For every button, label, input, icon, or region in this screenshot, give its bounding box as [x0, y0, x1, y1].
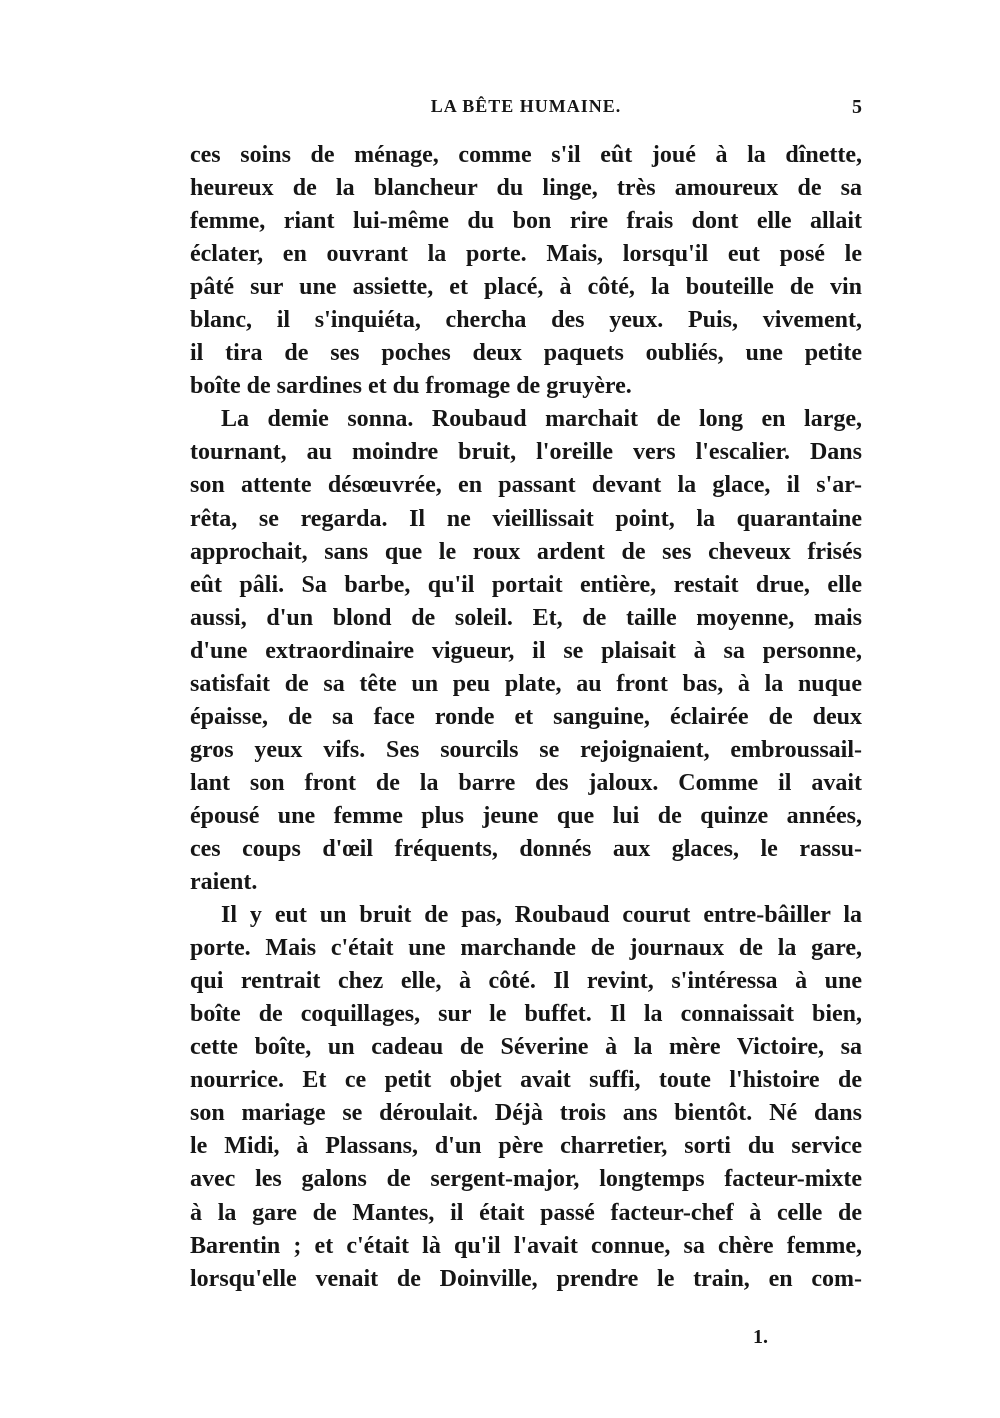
text-line: il tira de ses poches deux paquets oubliés, une petite — [190, 340, 862, 367]
text-line: eût pâli. Sa barbe, qu'il portait entière, restait drue, elle — [190, 571, 862, 598]
text-line: avec les galons de sergent-major, longtemps facteur-mixte — [190, 1166, 862, 1193]
text-line: qui rentrait chez elle, à côté. Il revint, s'intéressa à une — [190, 968, 862, 995]
text-line: le Midi, à Plassans, d'un père charretier, sorti du service — [190, 1133, 862, 1160]
running-head — [190, 96, 862, 124]
text-line: satisfait de sa tête un peu plate, au front bas, à la nuque — [190, 670, 862, 697]
text-line: son mariage se déroulait. Déjà trois ans bientôt. Né dans — [190, 1100, 862, 1127]
signature-mark: 1. — [753, 1326, 768, 1348]
text-line: La demie sonna. Roubaud marchait de long en large, — [221, 406, 862, 433]
text-line: nourrice. Et ce petit objet avait suffi, toute l'histoire de — [190, 1067, 862, 1094]
text-line: à la gare de Mantes, il était passé facteur-chef à celle de — [190, 1199, 862, 1226]
text-line: ces coups d'œil fréquents, donnés aux glaces, le rassu- — [190, 835, 862, 862]
running-title: LA BÊTE HUMAINE. — [430, 96, 622, 116]
text-line: Il y eut un bruit de pas, Roubaud courut entre-bâiller la — [221, 902, 862, 929]
text-line: éclater, en ouvrant la porte. Mais, lorsqu'il eut posé le — [190, 241, 862, 268]
text-line: boîte de sardines et du fromage de gruyère. — [190, 373, 632, 400]
text-line: d'une extraordinaire vigueur, il se plaisait à sa personne, — [190, 637, 862, 664]
text-line: son attente désœuvrée, en passant devant la glace, il s'ar- — [190, 472, 862, 499]
body-text — [190, 139, 862, 1296]
text-line: aussi, d'un blond de soleil. Et, de taille moyenne, mais — [190, 604, 862, 631]
text-line: épaisse, de sa face ronde et sanguine, éclairée de deux — [190, 703, 862, 730]
text-line: porte. Mais c'était une marchande de journaux de la gare, — [190, 935, 862, 962]
text-line: ces soins de ménage, comme s'il eût joué à la dînette, — [190, 142, 862, 168]
text-line: rêta, se regarda. Il ne vieillissait point, la quarantaine — [190, 505, 862, 532]
text-line: heureux de la blancheur du linge, très amoureux de sa — [190, 175, 862, 202]
text-line: gros yeux vifs. Ses sourcils se rejoignaient, embroussail- — [190, 736, 862, 763]
text-line: cette boîte, un cadeau de Séverine à la mère Victoire, sa — [190, 1034, 862, 1061]
text-line: boîte de coquillages, sur le buffet. Il la connaissait bien, — [190, 1001, 862, 1028]
text-line: lorsqu'elle venait de Doinville, prendre le train, en com- — [190, 1265, 862, 1292]
text-line: épousé une femme plus jeune que lui de quinze années, — [190, 802, 862, 829]
text-line: raient. — [190, 869, 258, 896]
text-line: blanc, il s'inquiéta, chercha des yeux. Puis, vivement, — [190, 307, 862, 334]
text-line: lant son front de la barre des jaloux. Comme il avait — [190, 769, 862, 796]
text-line: tournant, au moindre bruit, l'oreille vers l'escalier. Dans — [190, 439, 862, 466]
text-line: femme, riant lui-même du bon rire frais dont elle allait — [190, 208, 862, 235]
page-number: 5 — [852, 96, 862, 118]
text-line: approchait, sans que le roux ardent de ses cheveux frisés — [190, 538, 862, 565]
text-line: Barentin ; et c'était là qu'il l'avait connue, sa chère femme, — [190, 1232, 862, 1259]
text-line: pâté sur une assiette, et placé, à côté, la bouteille de vin — [190, 274, 862, 301]
